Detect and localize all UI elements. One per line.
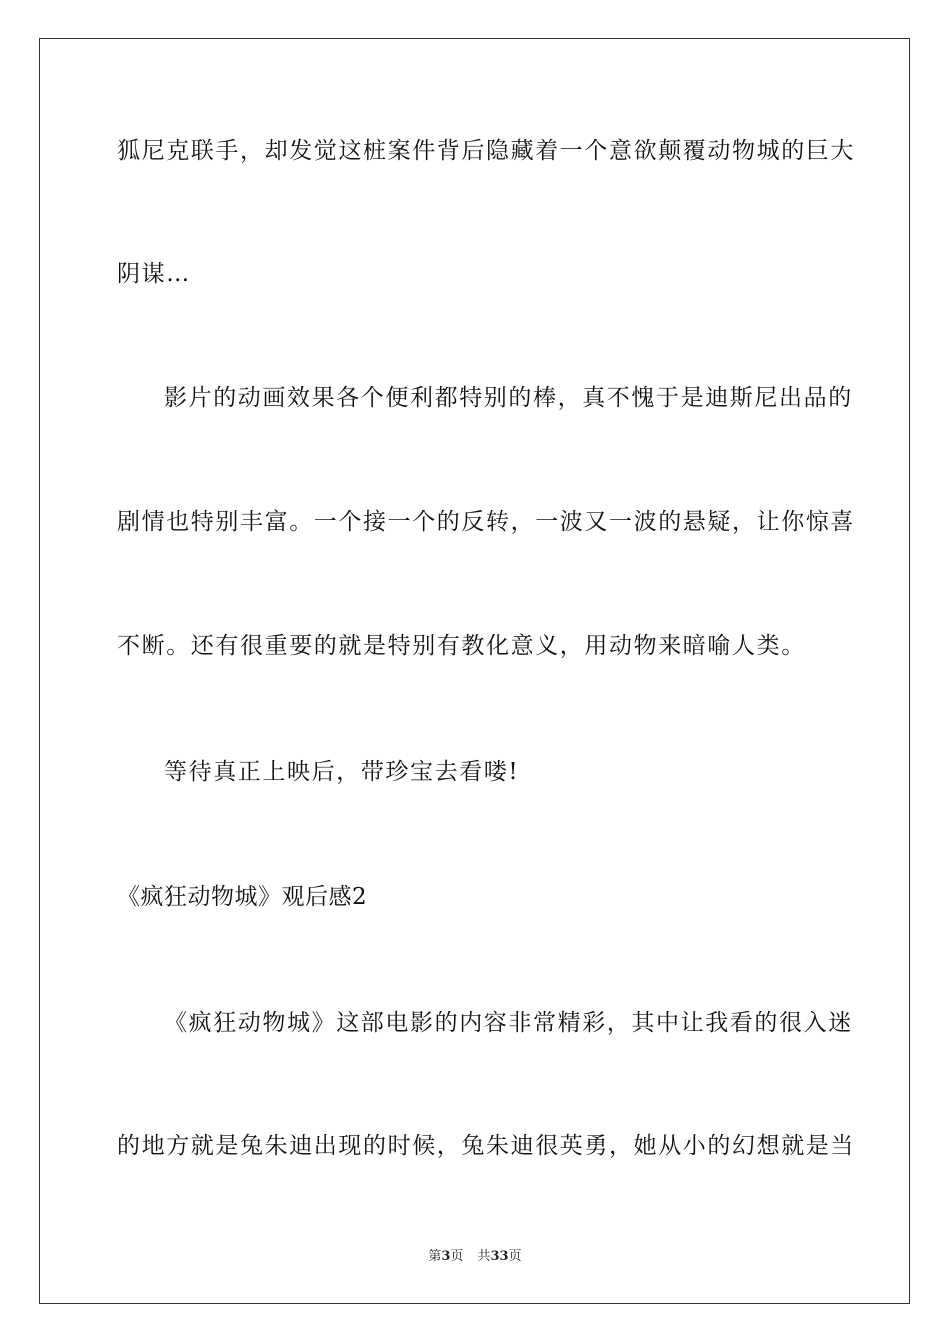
paragraph-line: 等待真正上映后，带珍宝去看喽! xyxy=(164,759,520,785)
page-footer xyxy=(0,1248,950,1266)
total-prefix: 共 xyxy=(477,1249,491,1264)
paragraph-line: 影片的动画效果各个便利都特别的棒，真不愧于是迪斯尼出品的 xyxy=(164,385,853,411)
current-page-number: 3 xyxy=(441,1249,451,1264)
total-suffix: 页 xyxy=(508,1249,522,1264)
total-page-count: 33 xyxy=(490,1249,509,1264)
paragraph-line: 狐尼克联手，却发觉这桩案件背后隐藏着一个意欲颠覆动物城的巨大 xyxy=(117,138,855,164)
paragraph-line: 剧情也特别丰富。一个接一个的反转，一波又一波的悬疑，让你惊喜 xyxy=(117,509,855,535)
paragraph-line: 的地方就是兔朱迪出现的时候，兔朱迪很英勇，她从小的幻想就是当 xyxy=(117,1133,855,1159)
paragraph-line: 阴谋… xyxy=(117,261,191,287)
page-suffix: 页 xyxy=(450,1249,464,1264)
paragraph-line: 《疯狂动物城》这部电影的内容非常精彩，其中让我看的很入迷 xyxy=(164,1010,853,1036)
page-prefix: 第 xyxy=(428,1249,442,1264)
page-border xyxy=(39,38,910,1304)
section-heading: 《疯狂动物城》观后感2 xyxy=(117,884,368,910)
paragraph-line: 不断。还有很重要的就是特别有教化意义，用动物来暗喻人类。 xyxy=(117,633,806,659)
